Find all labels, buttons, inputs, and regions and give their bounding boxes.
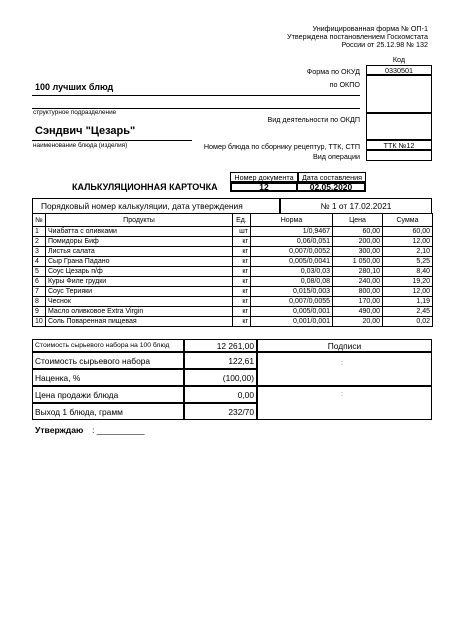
sum-cell: 0,02 xyxy=(383,317,433,327)
dish-underline xyxy=(32,140,192,141)
norm-cell: 0,015/0,003 xyxy=(251,287,333,297)
product-name-cell: Сыр Грана Падано xyxy=(46,257,233,267)
product-name-cell: Помидоры Биф xyxy=(46,237,233,247)
col-header-sum: Сумма xyxy=(383,214,433,227)
signature-colon-2: : xyxy=(341,391,343,398)
approve-label: Утверждаю xyxy=(35,425,84,435)
ttk-label: Номер блюда по сборнику рецептур, ТТК, СТП xyxy=(203,142,360,151)
markup-value: (100,00) xyxy=(184,369,257,386)
norm-cell: 0,005/0,001 xyxy=(251,307,333,317)
okpo-label: по ОКПО xyxy=(329,80,360,89)
price-cell: 800,00 xyxy=(333,287,383,297)
sum-cell: 19,20 xyxy=(383,277,433,287)
okdp-label: Вид деятельности по ОКДП xyxy=(267,115,360,124)
unit-cell: кг xyxy=(233,307,251,317)
ingredients-table xyxy=(32,213,433,327)
doc-number-value: 12 xyxy=(230,182,298,192)
markup-label: Наценка, % xyxy=(32,369,184,386)
col-header-price: Цена xyxy=(333,214,383,227)
table-row xyxy=(33,297,433,307)
dish-name: Сэндвич "Цезарь" xyxy=(35,125,136,137)
document-title: КАЛЬКУЛЯЦИОННАЯ КАРТОЧКА xyxy=(72,182,218,192)
form-line-1: Унифицированная форма № ОП-1 xyxy=(312,24,428,33)
sum-cell: 1,19 xyxy=(383,297,433,307)
doc-number-header: Номер документа xyxy=(230,172,298,182)
norm-cell: 0,007/0,0052 xyxy=(251,247,333,257)
unit-cell: кг xyxy=(233,317,251,327)
table-row xyxy=(33,307,433,317)
norm-cell: 0,001/0,001 xyxy=(251,317,333,327)
okpo-code-cell xyxy=(366,75,432,113)
signatures-header: Подписи xyxy=(257,339,432,352)
price-cell: 280,10 xyxy=(333,267,383,277)
norm-cell: 0,06/0,051 xyxy=(251,237,333,247)
sum-cell: 8,40 xyxy=(383,267,433,277)
unit-cell: кг xyxy=(233,267,251,277)
price-cell: 300,00 xyxy=(333,247,383,257)
form-line-2: Утверждена постановлением Госкомстата xyxy=(287,32,428,41)
norm-cell: 0,08/0,08 xyxy=(251,277,333,287)
table-row xyxy=(33,317,433,327)
col-header-unit: Ед. xyxy=(233,214,251,227)
doc-date-value: 02.05.2020 xyxy=(298,182,366,192)
row-number-cell: 1 xyxy=(33,227,46,237)
price-cell: 240,00 xyxy=(333,277,383,287)
product-name-cell: Соус Цезарь п/ф xyxy=(46,267,233,277)
unit-cell: кг xyxy=(233,247,251,257)
col-header-products: Продукты xyxy=(46,214,233,227)
row-number-cell: 9 xyxy=(33,307,46,317)
cost-100-value: 12 261,00 xyxy=(184,339,257,352)
norm-cell: 0,03/0,03 xyxy=(251,267,333,277)
sum-cell: 2,45 xyxy=(383,307,433,317)
yield-value: 232/70 xyxy=(184,403,257,420)
unit-cell: кг xyxy=(233,277,251,287)
sale-price-value: 0,00 xyxy=(184,386,257,403)
code-column-header: Код xyxy=(392,55,406,64)
sum-cell: 12,00 xyxy=(383,287,433,297)
organization-name: 100 лучших блюд xyxy=(35,82,114,92)
price-cell: 200,00 xyxy=(333,237,383,247)
cost-100-label: Стоимость сырьевого набора на 100 блюд xyxy=(32,339,184,352)
table-row xyxy=(33,247,433,257)
row-number-cell: 2 xyxy=(33,237,46,247)
row-number-cell: 7 xyxy=(33,287,46,297)
norm-cell: 0,007/0,0055 xyxy=(251,297,333,307)
doc-date-header: Дата составления xyxy=(298,172,366,182)
table-row xyxy=(33,237,433,247)
ttk-code-cell: ТТК №12 xyxy=(366,140,432,150)
row-number-cell: 3 xyxy=(33,247,46,257)
sum-cell: 12,00 xyxy=(383,237,433,247)
operation-code-cell xyxy=(366,150,432,161)
okud-code-cell: 0330501 xyxy=(366,65,432,75)
row-number-cell: 10 xyxy=(33,317,46,327)
table-row xyxy=(33,287,433,297)
row-number-cell: 6 xyxy=(33,277,46,287)
product-name-cell: Соль Поваренная пищевая xyxy=(46,317,233,327)
product-name-cell: Масло оливковое Extra Virgin xyxy=(46,307,233,317)
price-cell: 490,00 xyxy=(333,307,383,317)
approve-signature-line: : __________ xyxy=(92,425,145,435)
sum-cell: 2,10 xyxy=(383,247,433,257)
calc-order-value: № 1 от 17.02.2021 xyxy=(280,198,432,214)
row-number-cell: 4 xyxy=(33,257,46,267)
table-row xyxy=(33,257,433,267)
product-name-cell: Листья салата xyxy=(46,247,233,257)
norm-cell: 0,005/0,0041 xyxy=(251,257,333,267)
norm-cell: 1/0,9467 xyxy=(251,227,333,237)
unit-cell: кг xyxy=(233,257,251,267)
subdivision-caption: структурное подразделение xyxy=(33,109,117,116)
calc-order-label: Порядковый номер калькуляции, дата утверждения xyxy=(32,198,280,214)
price-cell: 60,00 xyxy=(333,227,383,237)
unit-cell: кг xyxy=(233,297,251,307)
unit-cell: кг xyxy=(233,287,251,297)
sale-price-label: Цена продажи блюда xyxy=(32,386,184,403)
product-name-cell: Чеснок xyxy=(46,297,233,307)
signature-colon-1: : xyxy=(341,360,343,367)
form-line-3: России от 25.12.98 № 132 xyxy=(341,40,428,49)
organization-underline xyxy=(32,95,360,96)
dish-caption: наименование блюда (изделия) xyxy=(33,142,128,149)
signature-box-1 xyxy=(257,352,432,386)
table-row xyxy=(33,267,433,277)
operation-label: Вид операции xyxy=(312,152,360,161)
price-cell: 170,00 xyxy=(333,297,383,307)
col-header-number: № xyxy=(33,214,46,227)
yield-label: Выход 1 блюда, грамм xyxy=(32,403,184,420)
table-row xyxy=(33,277,433,287)
cost-label: Стоимость сырьевого набора xyxy=(32,352,184,369)
product-name-cell: Чиабатта с оливками xyxy=(46,227,233,237)
table-row xyxy=(33,227,433,237)
sum-cell: 5,25 xyxy=(383,257,433,267)
unit-cell: кг xyxy=(233,237,251,247)
price-cell: 1 050,00 xyxy=(333,257,383,267)
price-cell: 20,00 xyxy=(333,317,383,327)
row-number-cell: 5 xyxy=(33,267,46,277)
cost-value: 122,61 xyxy=(184,352,257,369)
table-header-row xyxy=(33,214,433,227)
col-header-norm: Норма xyxy=(251,214,333,227)
row-number-cell: 8 xyxy=(33,297,46,307)
okud-label: Форма по ОКУД xyxy=(306,67,360,76)
sum-cell: 60,00 xyxy=(383,227,433,237)
product-name-cell: Куры Филе грудки xyxy=(46,277,233,287)
okdp-code-cell xyxy=(366,113,432,140)
signature-box-2 xyxy=(257,386,432,420)
unit-cell: шт xyxy=(233,227,251,237)
product-name-cell: Соус Терияки xyxy=(46,287,233,297)
